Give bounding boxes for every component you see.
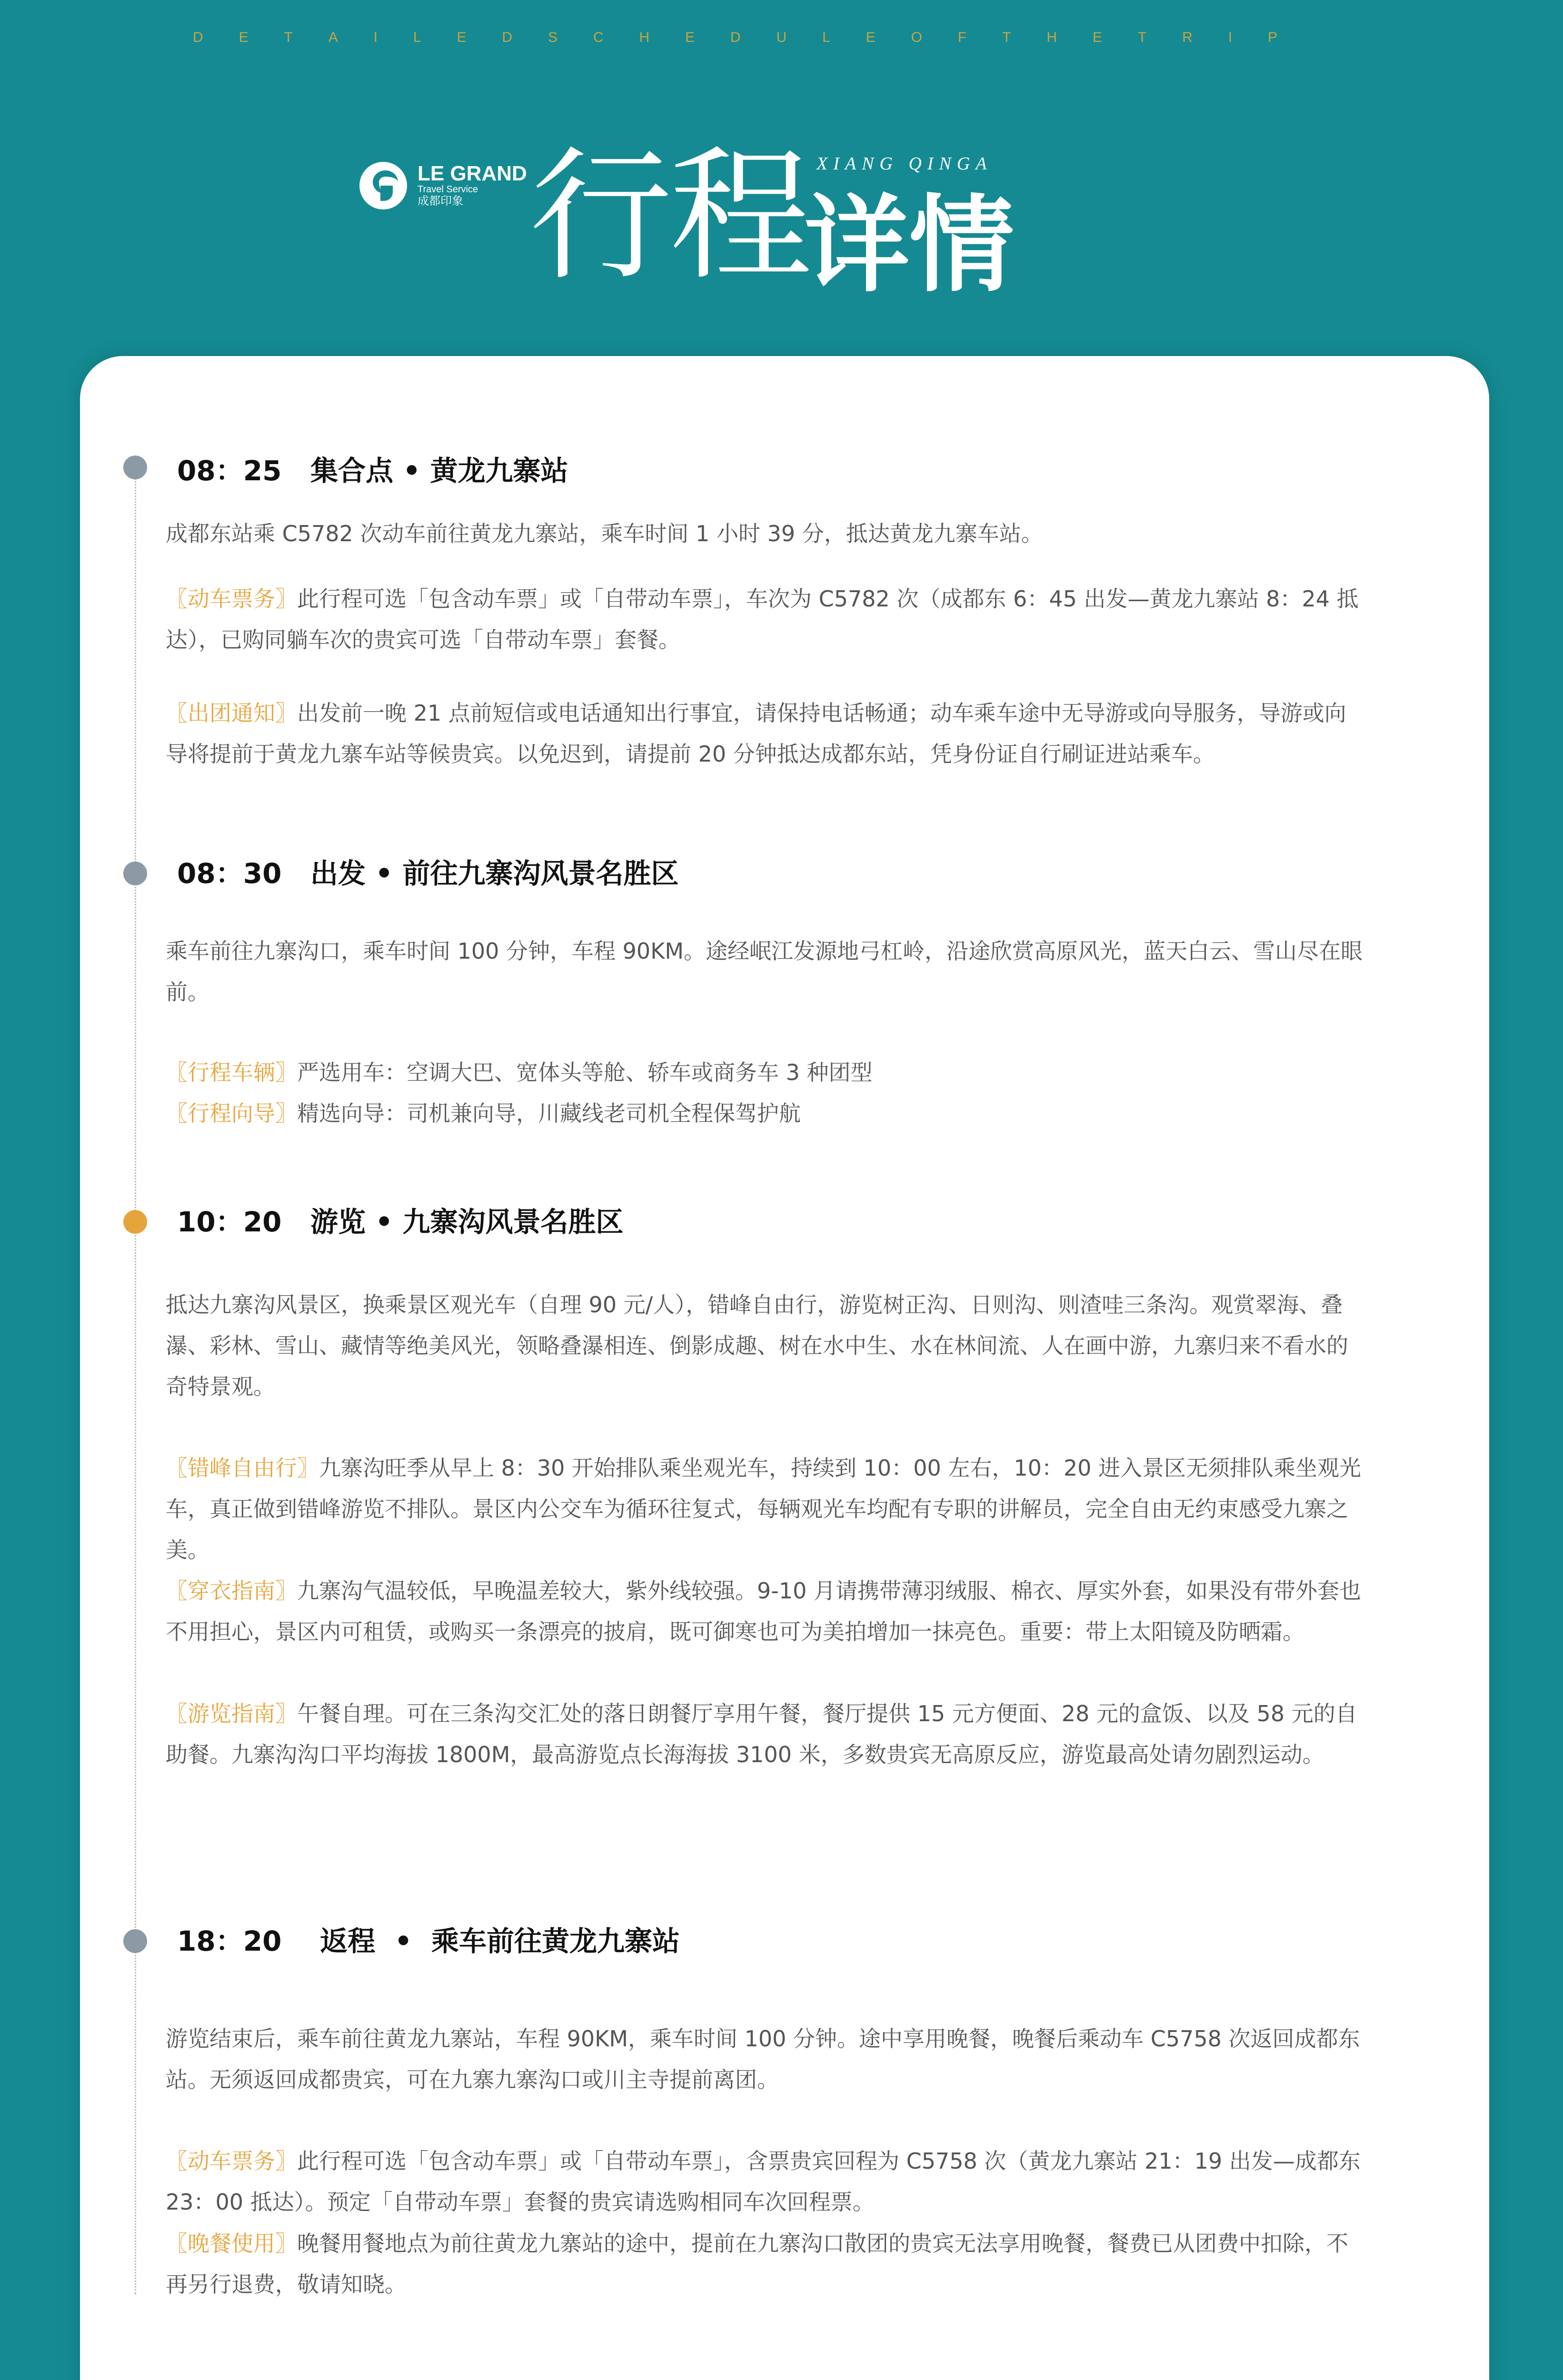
paragraph-text: 乘车前往九寨沟口，乘车时间 100 分钟，车程 90KM。途经岷江发源地弓杠岭，沿途欣赏高原风光，蓝天白云、雪山尽在眼前。: [166, 938, 1363, 1005]
tagline-letter: E: [1092, 30, 1103, 45]
tagline-letter: I: [1228, 30, 1234, 45]
tagline-letter: H: [1046, 30, 1058, 45]
logo-text: [418, 163, 527, 208]
logo-brand: LE GRAND: [418, 162, 527, 185]
tagline-letter: A: [328, 30, 339, 45]
paragraph-text: 出发前一晚 21 点前短信或电话通知出行事宜，请保持电话畅通；动车乘车途中无导游或向导服务，导游或向导将提前于黄龙九寨车站等候贵宾。以免迟到，请提前 20 分钟抵达成都东站，凭身份证自行刷证进站乘车。: [166, 700, 1346, 767]
timeline-dot: [123, 862, 147, 885]
tagline-letter: F: [957, 30, 968, 45]
section-paragraph: [166, 513, 1365, 554]
timeline-dot: [123, 456, 147, 479]
section-title: 10：20 游览 • 九寨沟风景名胜区: [177, 1206, 624, 1238]
tagline-letter: H: [639, 30, 651, 45]
section-paragraph: [166, 1693, 1365, 1775]
paragraph-text: 此行程可选「包含动车票」或「自带动车票」，车次为 C5782 次（成都东 6：45 出发—黄龙九寨站 8：24 抵达），已购同躺车次的贵宾可选「自带动车票」套餐。: [166, 586, 1359, 653]
paragraph-text: 晚餐用餐地点为前往黄龙九寨站的途中，提前在九寨沟口散团的贵宾无法享用晚餐，餐费已从团费中扣除，不再另行退费，敬请知晓。: [166, 2231, 1348, 2297]
paragraph-tag: 〖穿衣指南〗: [166, 1578, 297, 1604]
section-paragraph: [166, 1570, 1365, 1652]
section-title: 08：25 集合点 • 黄龙九寨站: [177, 455, 568, 487]
timeline-dot: [123, 1929, 147, 1953]
tagline-letter: T: [1002, 30, 1012, 45]
tagline-letter: U: [776, 30, 788, 45]
tagline-letter: L: [413, 30, 422, 45]
page-title-bold: 详情: [805, 184, 1015, 306]
timeline-line: [135, 466, 136, 2294]
section-paragraph: [166, 1052, 1365, 1093]
tagline-letter: E: [866, 30, 876, 45]
tagline-letter: L: [822, 30, 831, 45]
paragraph-tag: 〖晚餐使用〗: [166, 2231, 297, 2256]
section-paragraph: [166, 2018, 1365, 2100]
timeline-dot-active: [123, 1210, 147, 1234]
tagline-letter: E: [239, 30, 249, 45]
paragraph-tag: 〖行程车辆〗: [166, 1060, 297, 1085]
paragraph-tag: 〖动车票务〗: [166, 2148, 297, 2174]
paragraph-text: 抵达九寨沟风景区，换乘景区观光车（自理 90 元/人），错峰自由行，游览树正沟、日则沟、则渣哇三条沟。观赏翠海、叠瀑、彩林、雪山、藏情等绝美风光，领略叠瀑相连、倒影成趣、树在水中生、水在林间流、人在画中游，九寨归来不看水的奇特景观。: [166, 1292, 1348, 1399]
paragraph-tag: 〖动车票务〗: [166, 586, 297, 612]
section-paragraph: [166, 1284, 1365, 1407]
tagline-letter: I: [373, 30, 378, 45]
tagline-letter: S: [548, 30, 559, 45]
paragraph-text: 九寨沟气温较低，早晚温差较大，紫外线较强。9-10 月请携带薄羽绒服、棉衣、厚实外套，如果没有带外套也不用担心，景区内可租赁，或购买一条漂亮的披肩，既可御寒也可为美拍增加一抹亮色。重要：带上太阳镜及防晒霜。: [166, 1578, 1362, 1645]
brand-logo: [359, 162, 527, 209]
logo-subtitle: Travel Service: [418, 184, 478, 195]
paragraph-text: 九寨沟旺季从早上 8：30 开始排队乘坐观光车，持续到 10：00 左右，10：20 进入景区无须排队乘坐观光车，真正做到错峰游览不排队。景区内公交车为循环往复式，每辆观光车均配有专职的讲解员，完全自由无约束感受九寨之美。: [166, 1455, 1362, 1563]
tagline-letter: R: [1182, 30, 1194, 45]
tagline-letter: D: [502, 30, 514, 45]
page-title-pinyin: XIANG QINGA: [816, 154, 993, 174]
page-title-light: 行程: [529, 133, 809, 299]
section-paragraph: [166, 693, 1365, 774]
tagline-letter: T: [284, 30, 294, 45]
section-paragraph: [166, 1093, 1365, 1134]
section-title: 08：30 出发 • 前往九寨沟风景名胜区: [177, 857, 679, 890]
paragraph-text: 严选用车：空调大巴、宽体头等舱、轿车或商务车 3 种团型: [297, 1060, 873, 1085]
paragraph-text: 精选向导：司机兼向导，川藏线老司机全程保驾护航: [297, 1101, 801, 1126]
header: [0, 0, 1563, 343]
section-paragraph: [166, 578, 1365, 660]
logo-chinese-name: 成都印象: [418, 195, 463, 208]
tagline-letter: T: [1137, 30, 1148, 45]
paragraph-text: 游览结束后，乘车前往黄龙九寨站，车程 90KM，乘车时间 100 分钟。途中享用晚餐，晚餐后乘动车 C5758 次返回成都东站。无须返回成都贵宾，可在九寨九寨沟口或川主寺提前离团。: [166, 2026, 1360, 2092]
section-paragraph: [166, 2141, 1365, 2222]
tagline-letter: D: [730, 30, 742, 45]
section-paragraph: [166, 931, 1365, 1012]
paragraph-text: 午餐自理。可在三条沟交汇处的落日朗餐厅享用午餐，餐厅提供 15 元方便面、28 元的盒饭、以及 58 元的自助餐。九寨沟沟口平均海拔 1800M，最高游览点长海海拔 3100 米，多数贵宾无高原反应，游览最高处请勿剧烈运动。: [166, 1701, 1357, 1767]
tagline-letter: O: [911, 30, 924, 45]
tagline-letter: P: [1267, 30, 1278, 45]
tagline-letter: D: [193, 30, 204, 45]
tagline-letter: C: [593, 30, 605, 45]
paragraph-text: 此行程可选「包含动车票」或「自带动车票」，含票贵宾回程为 C5758 次（黄龙九寨站 21：19 出发—成都东 23：00 抵达）。预定「自带动车票」套餐的贵宾请选购相同车次回程票。: [166, 2148, 1361, 2215]
tagline-letter: E: [457, 30, 468, 45]
paragraph-tag: 〖行程向导〗: [166, 1101, 297, 1126]
logo-icon: [359, 162, 407, 209]
paragraph-tag: 〖错峰自由行〗: [166, 1455, 319, 1481]
section-paragraph: [166, 1448, 1365, 1570]
top-tagline: [193, 30, 1278, 46]
paragraph-tag: 〖出团通知〗: [166, 700, 297, 726]
section-paragraph: [166, 2223, 1365, 2305]
paragraph-text: 成都东站乘 C5782 次动车前往黄龙九寨站，乘车时间 1 小时 39 分，抵达黄龙九寨车站。: [166, 521, 1043, 546]
paragraph-tag: 〖游览指南〗: [166, 1701, 297, 1726]
section-title: 18：20 返程 • 乘车前往黄龙九寨站: [177, 1925, 680, 1957]
tagline-letter: E: [685, 30, 696, 45]
